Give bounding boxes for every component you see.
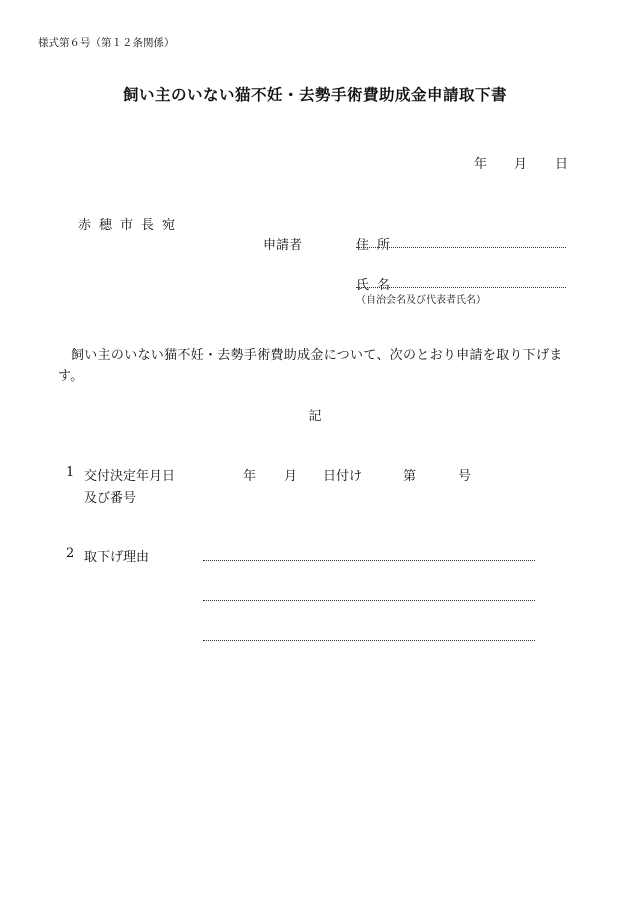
name-note: （自治会名及び代表者氏名） xyxy=(356,295,486,306)
item2-label: 取下げ理由 xyxy=(84,550,150,565)
date-day-label: 日 xyxy=(555,157,569,172)
item1-number: 1 xyxy=(66,465,75,480)
item1-label-line2: 及び番号 xyxy=(84,491,137,506)
item1-label: 交付決定年月日 xyxy=(84,469,176,484)
document-title: 飼い主のいない猫不妊・去勢手術費助成金申請取下書 xyxy=(122,85,507,104)
name-label: 氏名 xyxy=(356,278,399,293)
form-number: 様式第６号（第１２条関係） xyxy=(38,37,175,49)
item1-dai-label: 第 xyxy=(403,469,417,484)
item1-year-label: 年 xyxy=(243,469,257,484)
item2-number: 2 xyxy=(66,546,75,561)
item1-date-suffix: 日付け xyxy=(323,469,363,484)
reason-line-1[interactable] xyxy=(203,560,535,561)
address-label: 住所 xyxy=(356,238,399,253)
name-field-line[interactable] xyxy=(356,287,566,288)
item1-month-label: 月 xyxy=(284,469,298,484)
addressee: 赤穂市長宛 xyxy=(78,218,184,233)
body-paragraph: 飼い主のいない猫不妊・去勢手術費助成金について、次のとおり申請を取り下げます。 xyxy=(58,348,563,384)
reason-line-2[interactable] xyxy=(203,600,535,601)
reason-line-3[interactable] xyxy=(203,640,535,641)
ki-heading: 記 xyxy=(308,409,322,424)
applicant-label: 申請者 xyxy=(263,238,303,253)
item1-go-label: 号 xyxy=(458,469,472,484)
date-year-label: 年 xyxy=(474,157,488,172)
address-field-line[interactable] xyxy=(356,247,566,248)
date-month-label: 月 xyxy=(514,157,528,172)
